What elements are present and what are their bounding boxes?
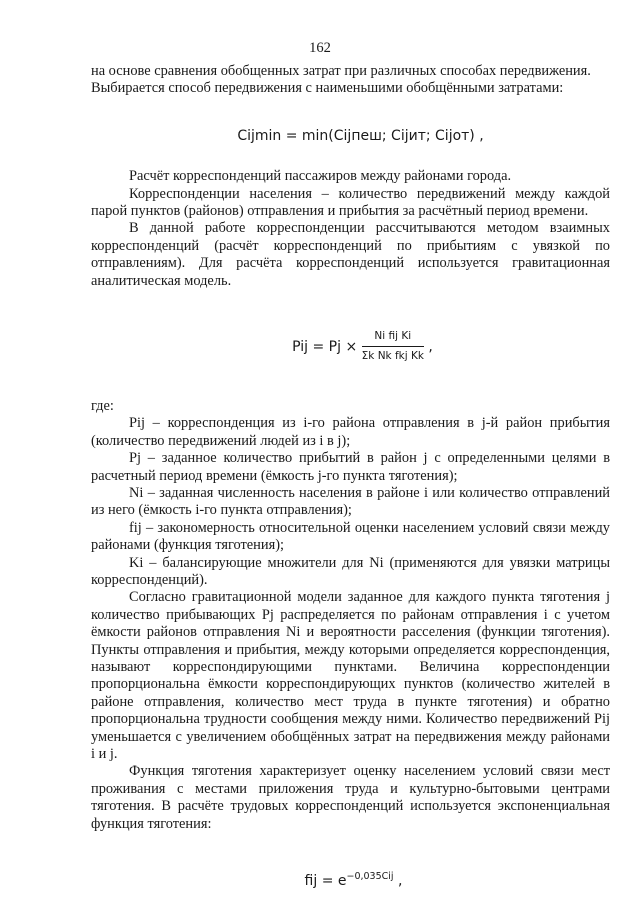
paragraph-intro-line2: Выбирается способ передвижения с наименьшими обобщёнными затратами: [91, 80, 564, 97]
formula-attraction-lhs: fij = e [304, 873, 347, 890]
formula-gravity-denominator: Σk Nk fkj Kk [361, 350, 424, 363]
definition-p-j: Pj – заданное количество прибытий в район j с определенными целями в расчетный период времени (ёмкость j-го пункта тяготения); [91, 450, 610, 484]
formula-gravity-tail: , [428, 338, 433, 355]
definition-k-i: Ki – балансирующие множители для Ni (применяются для увязки матрицы корреспонденций). [91, 554, 610, 588]
definition-f-ij: fij – закономерность относительной оценки населением условий связи между районами (функция тяготения); [91, 519, 610, 554]
page-body [91, 63, 610, 891]
formula-gravity-lhs: Pij = Pj × [292, 338, 358, 355]
definition-p-ij: Pij – корреспонденция из i-го района отправления в j-й район прибытия (количество передвижений людей из i в j); [91, 415, 610, 449]
formula-attraction-tail: , [393, 873, 403, 890]
definition-n-i: Ni – заданная численность населения в районе i или количество отправлений из него (ёмкость i-го пункта отправления); [91, 484, 610, 519]
formula-attraction-exponent: −0,035Cij [346, 871, 394, 883]
page-number: 162 [309, 40, 331, 56]
paragraph-heading-correspondence: Расчёт корреспонденций пассажиров между районами города. [129, 168, 512, 185]
paragraph-method: В данной работе корреспонденции рассчитываются методом взаимных корреспонденций (расчёт корреспонденций по прибытиям с увязкой по отправлениям). Для расчёта корреспонденций используется гравитационная аналитическая модель. [91, 220, 610, 289]
paragraph-definition: Корреспонденции населения – количество передвижений между каждой парой пунктов (районов) отправления и прибытия за расчётный период времени. [91, 185, 610, 220]
formula-gravity-numerator: Ni fij Ki [362, 328, 424, 347]
formula-attraction-function [91, 873, 610, 891]
formula-min-cost: Cijmin = min(Cijпеш; Cijит; Cijот) , [237, 127, 484, 144]
formula-gravity-model [91, 328, 610, 366]
formula-gravity-fraction [362, 328, 424, 366]
paragraph-where: где: [91, 397, 114, 414]
paragraph-attraction-function: Функция тяготения характеризует оценку населением условий связи мест проживания с местами приложения труда и культурно-бытовыми центрами тяготения. В расчёте трудовых корреспонденций используется экспоненциальная функция тяготения: [91, 763, 610, 832]
paragraph-intro-line1: на основе сравнения обобщенных затрат при различных способах передвижения. [91, 63, 591, 79]
paragraph-gravity-explanation: Согласно гравитационной модели заданное для каждого пункта тяготения j количество прибывающих Pj распределяется по районам отправления i с учетом ёмкости районов отправления Ni и вероятности расселения (функции тяготения). Пункты отправления и прибытия, между которыми определяется корреспонденция, называют корреспондирующими пунктами. Величина корреспонденции пропорциональна ёмкости корреспондирующих пунктов (количество жителей в районе отправления, количество мест труда в пункте тяготения) и обратно пропорциональна трудности сообщения между ними. Количество передвижений Pij уменьшается с увеличением обобщённых затрат на передвижения между районами i и j. [91, 589, 610, 762]
